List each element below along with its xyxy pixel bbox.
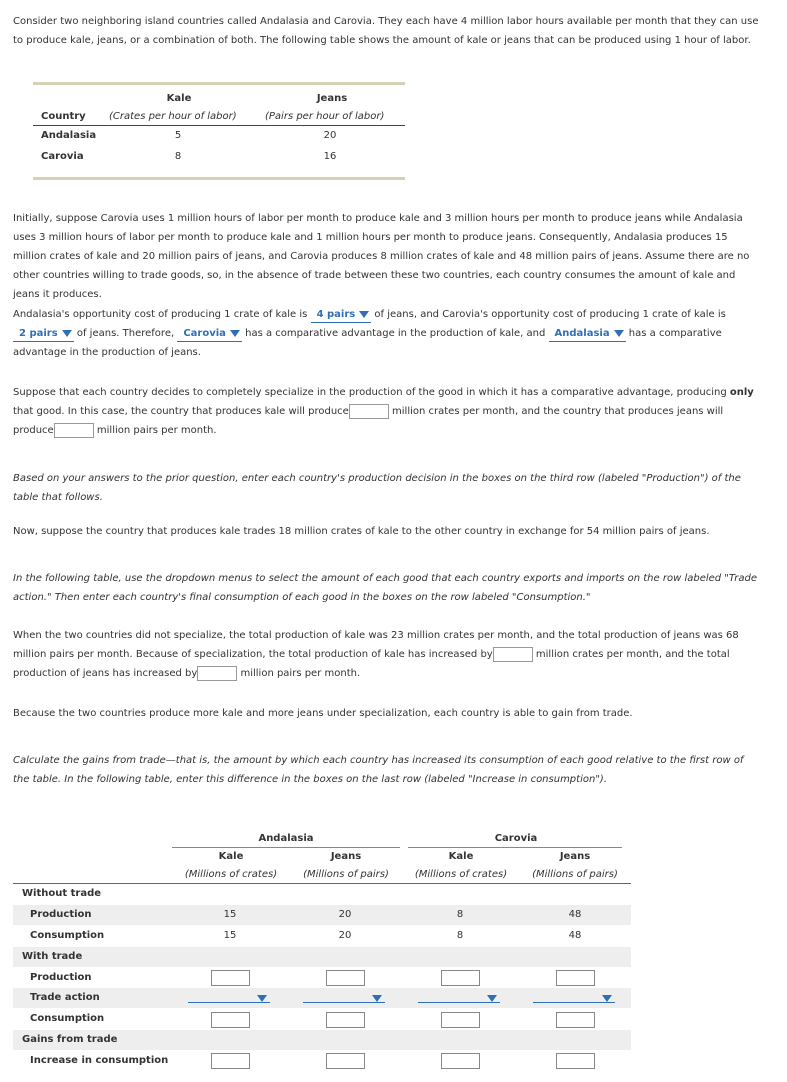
input-production-carovia-kale[interactable] — [441, 970, 480, 986]
input-increase-andalasia-jeans[interactable] — [326, 1053, 365, 1069]
t2-production-label-2: Production — [30, 972, 92, 983]
t1-country-header: Country — [41, 111, 86, 122]
jeans-advantage-dropdown[interactable]: Andalasia — [549, 326, 626, 342]
chevron-down-icon — [230, 330, 240, 337]
chevron-down-icon — [62, 330, 72, 337]
trade-instruction: In the following table, use the dropdown menus to select the amount of each good that each country exports and imports on the row labeled "Trade action." Then enter each country's final consumption of each good in the boxes on the row labeled "Consumption." — [13, 573, 757, 603]
input-consumption-carovia-jeans[interactable] — [556, 1012, 595, 1028]
t2-consumption-label: Consumption — [30, 930, 105, 941]
input-consumption-carovia-kale[interactable] — [441, 1012, 480, 1028]
jeans-production-input[interactable] — [54, 423, 94, 438]
trade-scenario-text: Now, suppose the country that produces kale trades 18 million crates of kale to the other country in exchange for 54 million pairs of jeans. — [13, 526, 710, 537]
kale-increase-input[interactable] — [493, 647, 533, 662]
t2-carovia-kale: Kale — [448, 851, 474, 862]
t2-carovia-header: Carovia — [494, 833, 538, 844]
input-increase-carovia-kale[interactable] — [441, 1053, 480, 1069]
input-production-andalasia-jeans[interactable] — [326, 970, 365, 986]
input-production-carovia-jeans[interactable] — [556, 970, 595, 986]
t1-carovia-kale: 8 — [174, 151, 182, 162]
t1-kale-header: Kale — [166, 93, 192, 104]
t1-andalasia-jeans: 20 — [323, 130, 337, 141]
chevron-down-icon — [614, 330, 624, 337]
t2-trade-action-label: Trade action — [30, 992, 100, 1003]
t2-gains-label: Gains from trade — [22, 1034, 118, 1045]
t2-andalasia-jeans-unit: (Millions of pairs) — [303, 869, 389, 880]
t2-prod-carovia-kale: 8 — [456, 909, 464, 920]
intro-text: Consider two neighboring island countries called Andalasia and Carovia. They each have 4 million labor hours available per month that they can use to produce kale, jeans, or a combination of both. The following table shows the amount of kale or jeans that can be produced using 1 hour of labor. — [13, 16, 759, 46]
t2-andalasia-header: Andalasia — [258, 833, 314, 844]
specialization-text: Suppose that each country decides to completely specialize in the production of the good in which it has a comparative advantage, producing only that good. In this case, the country that produces kale will produce million crates per month, and the country that produces jeans will produce million pairs per month. — [13, 387, 754, 436]
t2-without-trade-label: Without trade — [22, 888, 102, 899]
t1-carovia-jeans: 16 — [323, 151, 337, 162]
jeans-increase-input[interactable] — [197, 666, 237, 681]
t2-carovia-jeans: Jeans — [559, 851, 591, 862]
total-production-text: When the two countries did not specialize, the total production of kale was 23 million crates per month, and the total production of jeans was 68 million pairs per month. Because of specialization, the total production of kale has increased by million crates per month, and the total production of jeans has increased by million pairs per month. — [13, 630, 739, 679]
t2-cons-andalasia-kale: 15 — [223, 930, 237, 941]
chevron-down-icon — [359, 311, 369, 318]
t2-andalasia-kale: Kale — [218, 851, 244, 862]
t2-increase-label: Increase in consumption — [30, 1055, 169, 1066]
input-increase-andalasia-kale[interactable] — [211, 1053, 250, 1069]
t1-kale-unit: (Crates per hour of labor) — [109, 111, 237, 122]
chevron-down-icon — [487, 995, 497, 1002]
labor-productivity-table — [33, 82, 405, 180]
t1-row-andalasia: Andalasia — [41, 130, 97, 141]
t1-jeans-header: Jeans — [316, 93, 348, 104]
t1-jeans-unit: (Pairs per hour of labor) — [265, 111, 385, 122]
kale-production-input[interactable] — [349, 404, 389, 419]
t1-andalasia-kale: 5 — [174, 130, 182, 141]
t2-andalasia-kale-unit: (Millions of crates) — [184, 869, 278, 880]
input-production-andalasia-kale[interactable] — [211, 970, 250, 986]
t2-cons-carovia-kale: 8 — [456, 930, 464, 941]
t2-cons-carovia-jeans: 48 — [568, 930, 582, 941]
chevron-down-icon — [602, 995, 612, 1002]
input-increase-carovia-jeans[interactable] — [556, 1053, 595, 1069]
opportunity-cost-text: Andalasia's opportunity cost of producing 1 crate of kale is 4 pairs of jeans, and Carovia's opportunity cost of producing 1 crate of kale is 2 pairs of jeans. Therefore, Carovia has a comparative advantage in the production of kale, and Andalasia has a comparative advantage in the production of jeans. — [13, 309, 726, 358]
t2-prod-andalasia-jeans: 20 — [338, 909, 352, 920]
gains-instruction: Calculate the gains from trade—that is, the amount by which each country has increased its consumption of each good relative to the first row of the table. In the following table, enter this difference in the boxes on the last row (labeled "Increase in consumption"). — [13, 755, 744, 785]
input-consumption-andalasia-kale[interactable] — [211, 1012, 250, 1028]
t2-production-label: Production — [30, 909, 92, 920]
kale-advantage-dropdown[interactable]: Carovia — [177, 326, 242, 342]
gain-text: Because the two countries produce more kale and more jeans under specialization, each country is able to gain from trade. — [13, 708, 633, 719]
t1-row-carovia: Carovia — [41, 151, 84, 162]
production-instruction: Based on your answers to the prior question, enter each country's production decision in the boxes on the third row (labeled "Production") of the table that follows. — [13, 473, 741, 503]
chevron-down-icon — [372, 995, 382, 1002]
scenario-text: Initially, suppose Carovia uses 1 million hours of labor per month to produce kale and 3 million hours per month to produce jeans while Andalasia uses 3 million hours of labor per month to produce kale and 1 million hours per month to produce jeans. Consequently, Andalasia produces 15 million crates of kale and 20 million pairs of jeans, and Carovia produces 8 million crates of kale and 48 million pairs of jeans. Assume there are no other countries willing to trade goods, so, in the absence of trade between these two countries, each country consumes the amount of kale and jeans it produces. — [13, 213, 750, 300]
t2-andalasia-jeans: Jeans — [330, 851, 362, 862]
t2-prod-andalasia-kale: 15 — [223, 909, 237, 920]
t2-with-trade-label: With trade — [22, 951, 83, 962]
t2-carovia-jeans-unit: (Millions of pairs) — [532, 869, 618, 880]
carovia-opportunity-cost-dropdown[interactable]: 2 pairs — [13, 326, 74, 342]
t2-consumption-label-2: Consumption — [30, 1013, 105, 1024]
chevron-down-icon — [257, 995, 267, 1002]
t2-carovia-kale-unit: (Millions of crates) — [414, 869, 508, 880]
t2-cons-andalasia-jeans: 20 — [338, 930, 352, 941]
input-consumption-andalasia-jeans[interactable] — [326, 1012, 365, 1028]
andalasia-opportunity-cost-dropdown[interactable]: 4 pairs — [311, 307, 372, 323]
t2-prod-carovia-jeans: 48 — [568, 909, 582, 920]
